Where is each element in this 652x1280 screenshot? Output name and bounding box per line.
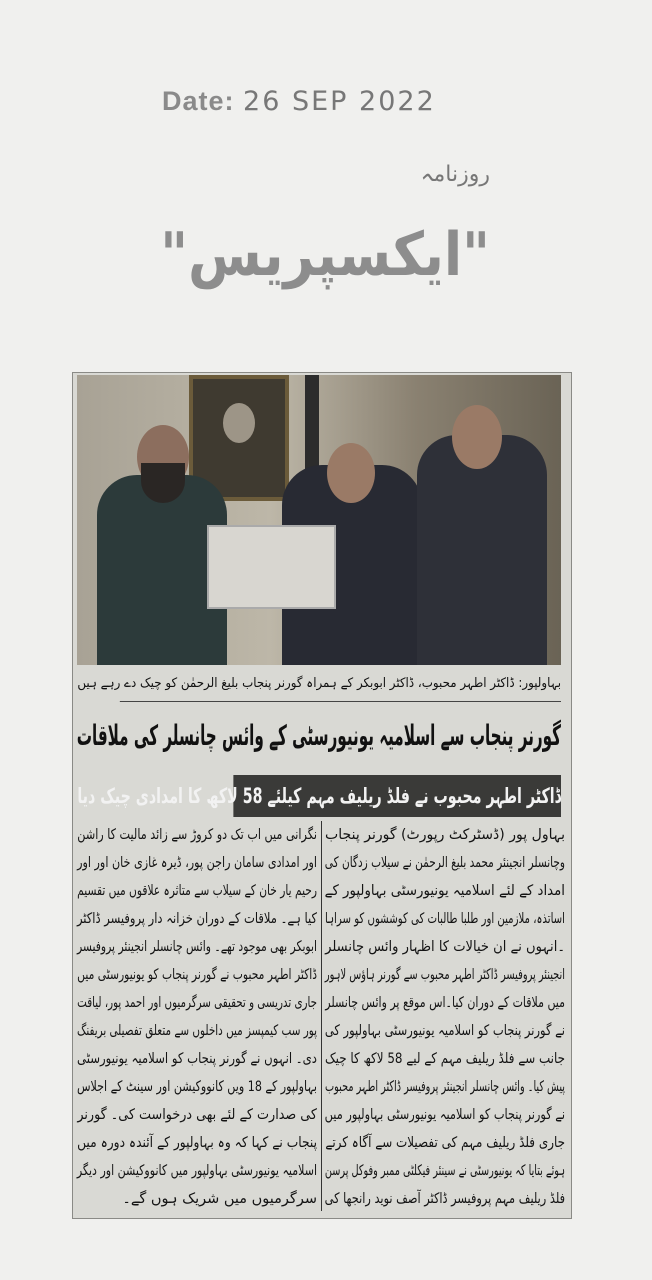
subheadline: ڈاکٹر اطہر محبوب نے فلڈ ریلیف مہم کیلئے 58 لاکھ کا امدادی چیک دیا [233, 775, 561, 817]
newspaper-masthead [160, 160, 490, 330]
article-line: اور امدادی سامان راجن پور، ڈیرہ غازی خان اور اور [77, 855, 317, 871]
article-line: پور سب کیمپسز میں داخلوں سے متعلق تفصیلی بریفنگ [77, 1023, 318, 1039]
article-column-left [77, 821, 317, 1213]
date-stamp [162, 86, 436, 117]
article-line: میں ملاقات کے دوران کیا۔اس موقع پر وائس چانسلر [325, 995, 565, 1011]
article-line: کیا ہے۔ ملاقات کے دوران خزانہ دار پروفیسر ڈاکٹر [76, 911, 317, 927]
masthead-prefix: روزنامہ [420, 162, 490, 187]
article-line: پیش کیا۔ وائس چانسلر انجینئر پروفیسر ڈاکٹر اطہر محبوب [325, 1079, 565, 1095]
article-line: فلڈ ریلیف مہم پروفیسر ڈاکٹر آصف نوید رانجھا کی [324, 1191, 565, 1207]
article-line: انجینئر پروفیسر ڈاکٹر اطہر محبوب سے گورنر ہاؤس لاہور [324, 967, 565, 983]
article-line: ۔انہوں نے ان خیالات کا اظہار وائس چانسلر [325, 939, 565, 955]
article-line: نے گورنر پنجاب کو اسلامیہ یونیورسٹی بہاولپور میں [324, 1107, 565, 1123]
date-value: 26 SEP 2022 [243, 86, 436, 117]
article-line: جاری تدریسی و تحقیقی سرگرمیوں اور احمد پور، لیاقت [77, 995, 318, 1011]
article-line: نگرانی میں اب تک دو کروڑ سے زائد مالیت کا راشن [77, 827, 317, 843]
person-treasurer-head [452, 405, 502, 469]
news-photo [77, 375, 561, 665]
article-line: رحیم یار خان کے سیلاب سے متاثرہ علاقوں میں تقسیم [77, 883, 317, 899]
person-treasurer [417, 435, 547, 665]
person-vice-chancellor-head [327, 443, 375, 503]
article-line: جانب سے فلڈ ریلیف مہم کے لیے 58 لاکھ کا چیک [325, 1051, 565, 1067]
article-line: جاری فلڈ ریلیف مہم کی تفصیلات سے آگاہ کرتے [325, 1135, 565, 1151]
article-line: وچانسلر انجینئر محمد بلیغ الرحمٰن نے سیلاب زدگان کی [324, 855, 565, 871]
news-clipping [72, 372, 572, 1219]
article-line: بہاولپور کے 18 ویں کانووکیشن اور سینٹ کے اجلاس [76, 1079, 317, 1095]
article-line: ہوئے بتایا کہ یونیورسٹی نے سینئر فیکلٹی ممبر وفوکل پرسن [324, 1163, 565, 1179]
photo-caption: بہاولپور: ڈاکٹر اطہر محبوب، ڈاکٹر ابوبکر کے ہمراہ گورنر پنجاب بلیغ الرحمٰن کو چیک دے رہے ہیں [120, 667, 561, 702]
article-line: سرگرمیوں میں شریک ہوں گے۔ [122, 1191, 317, 1207]
portrait-face [223, 403, 255, 443]
article-line: اساتذہ، ملازمین اور طلبا طالبات کی کوششوں کو سراہا [325, 911, 565, 927]
article-line: ابوبکر بھی موجود تھے۔ وائس چانسلر انجینئر پروفیسر [76, 939, 318, 955]
article-line: بہاول پور (ڈسٹرکٹ رپورٹ) گورنر پنجاب [325, 827, 565, 843]
date-label: Date: [162, 86, 235, 116]
article-line: امداد کے لئے اسلامیہ یونیورسٹی بہاولپور کے [324, 883, 565, 899]
masthead-name: "ایکسپریس" [160, 220, 491, 290]
article-line: کی صدارت کے لئے بھی درخواست کی۔ گورنر [77, 1107, 317, 1123]
article-line: ڈاکٹر اطہر محبوب نے گورنر پنجاب کو یونیورسٹی میں [77, 967, 317, 983]
article-line: اسلامیہ یونیورسٹی بہاولپور میں کانووکیشن اور دیگر [76, 1163, 317, 1179]
headline: گورنر پنجاب سے اسلامیہ یونیورسٹی کے وائس چانسلر کی ملاقات [76, 719, 561, 752]
article-line: دی۔ انہوں نے گورنر پنجاب کو اسلامیہ یونیورسٹی [77, 1051, 317, 1067]
article-column-right [325, 821, 565, 1213]
article-line: پنجاب نے کہا کہ وہ بہاولپور کے آئندہ دورہ میں [77, 1135, 317, 1151]
cheque-board [207, 525, 336, 609]
column-divider [321, 821, 322, 1211]
article-line: نے گورنر پنجاب کو اسلامیہ یونیورسٹی بہاولپور کی [324, 1023, 565, 1039]
